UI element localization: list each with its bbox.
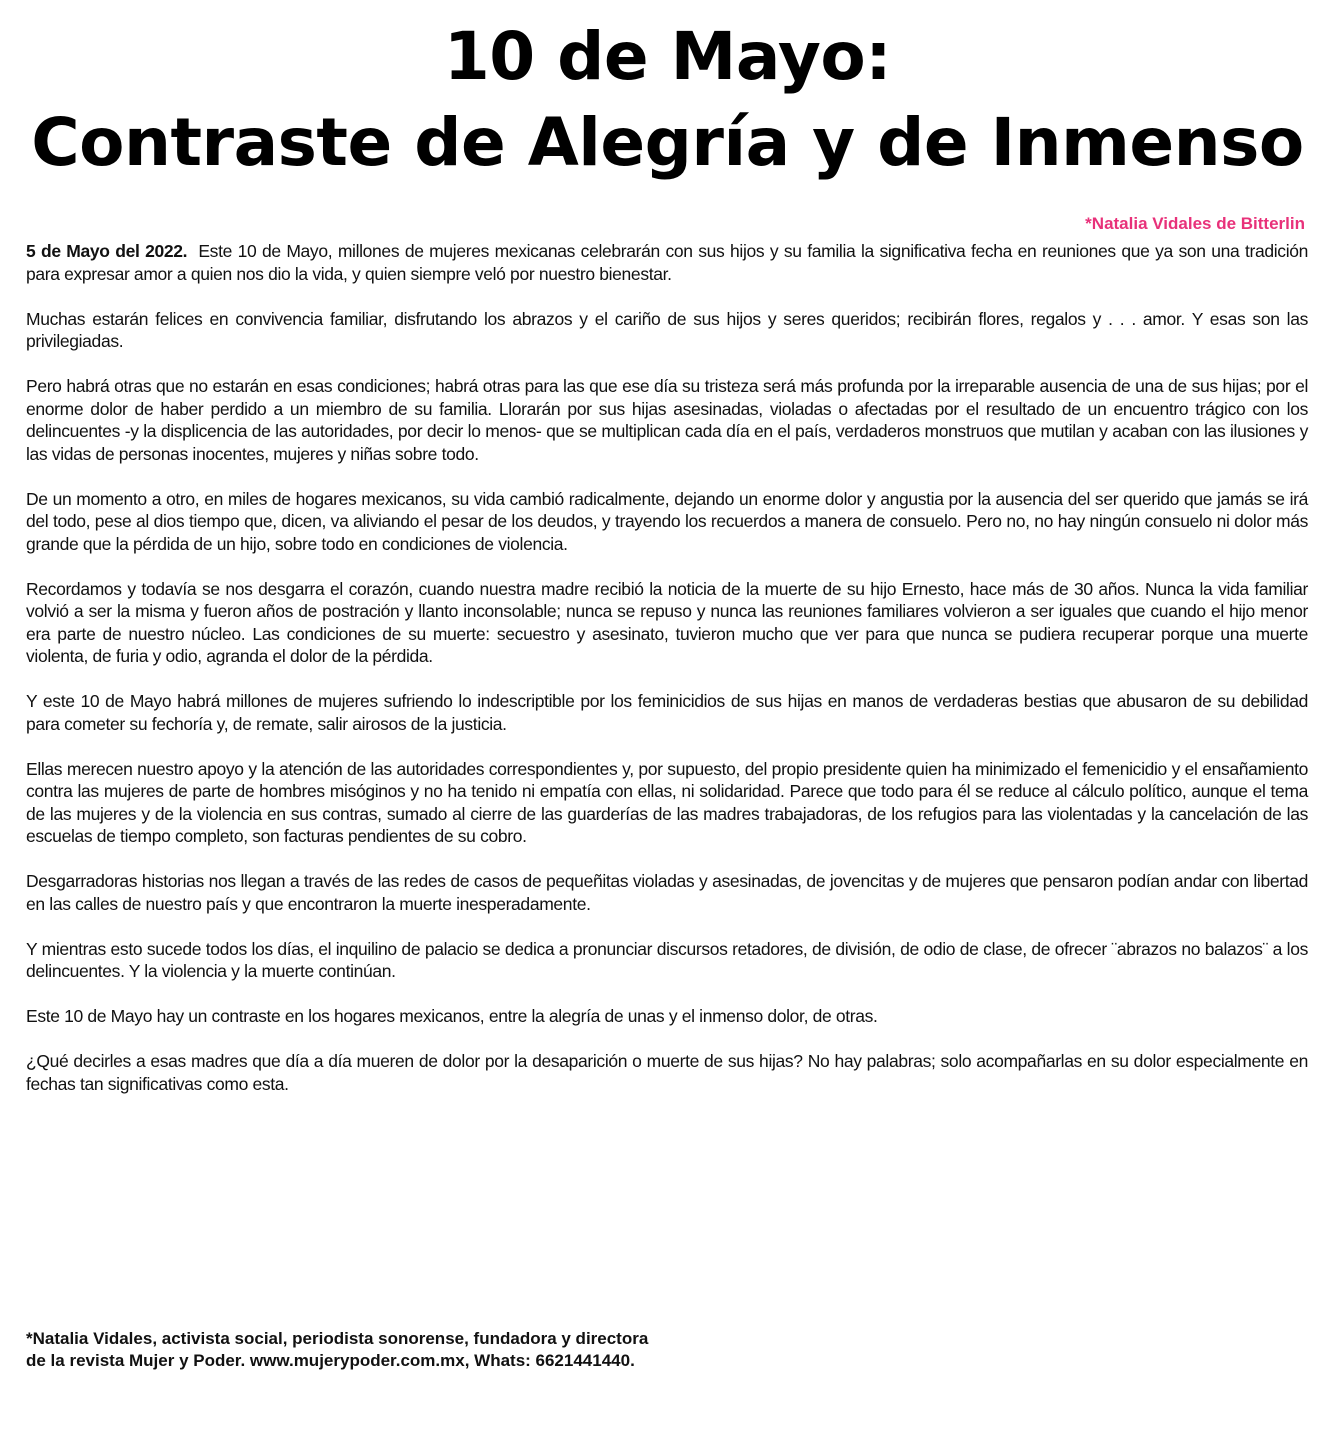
footnote-line-2: de la revista Mujer y Poder. www.mujerypoder.com.mx, Whats: 6621441440.	[26, 1351, 635, 1370]
date-lead: 5 de Mayo del 2022.	[26, 241, 188, 261]
paragraph-1	[26, 240, 1308, 285]
paragraph-7: Ellas merecen nuestro apoyo y la atención de las autoridades correspondientes y, por supuesto, del propio presidente quien ha minimizado el femenicidio y el ensañamiento contra las mujeres de parte de hombres misóginos y no ha tenido ni empatía con ellas, ni solidaridad. Parece que todo para él se reduce al cálculo político, aunque el tema de las mujeres y de la violencia en sus contras, sumado al cierre de las guarderías de las madres trabajadoras, de los refugios para las violentadas y la cancelación de las escuelas de tiempo completo, son facturas pendientes de su cobro.	[26, 758, 1308, 846]
paragraph-11: ¿Qué decirles a esas madres que día a día mueren de dolor por la desaparición o muerte de sus hijas? No hay palabras; solo acompañarlas en su dolor especialmente en fechas tan significativas como esta.	[26, 1051, 1308, 1094]
paragraph-4: De un momento a otro, en miles de hogares mexicanos, su vida cambió radicalmente, dejando un enorme dolor y angustia por la ausencia del ser querido que jamás se irá del todo, pese al dios tiempo que, dicen, va aliviando el pesar de los deudos, y trayendo los recuerdos a manera de consuelo. Pero no, no hay ningún consuelo ni dolor más grande que la pérdida de un hijo, sobre todo en condiciones de violencia.	[26, 488, 1308, 554]
paragraph-8: Desgarradoras historias nos llegan a través de las redes de casos de pequeñitas violadas y asesinadas, de jovencitas y de mujeres que pensaron podían andar con libertad en las calles de nuestro país y que encontraron la muerte inesperadamente.	[26, 871, 1308, 914]
paragraph-2: Muchas estarán felices en convivencia familiar, disfrutando los abrazos y el cariño de sus hijos y seres queridos; recibirán flores, regalos y . . . amor. Y esas son las privilegiadas.	[26, 308, 1308, 351]
paragraph-10: Este 10 de Mayo hay un contraste en los hogares mexicanos, entre la alegría de unas y el inmenso dolor, de otras.	[26, 1006, 878, 1026]
title-line-2: Contraste de Alegría y de Inmenso	[31, 104, 1304, 181]
article-title	[0, 14, 1335, 186]
paragraph-5: Recordamos y todavía se nos desgarra el corazón, cuando nuestra madre recibió la noticia de la muerte de su hijo Ernesto, hace más de 30 años. Nunca la vida familiar volvió a ser la misma y fueron años de postración y llanto inconsolable; nunca se repuso y nunca las reuniones familiares volvieron a ser iguales que cuando el hijo menor era parte de nuestro núcleo. Las condiciones de su muerte: secuestro y asesinato, tuvieron mucho que ver para que nunca se pudiera recuperar porque una muerte violenta, de furia y odio, agranda el dolor de la pérdida.	[26, 578, 1308, 666]
article-body	[26, 240, 1308, 1118]
author-footnote	[26, 1328, 786, 1372]
author-byline: *Natalia Vidales de Bitterlin	[1085, 214, 1305, 233]
paragraph-6: Y este 10 de Mayo habrá millones de mujeres sufriendo lo indescriptible por los feminicidios de sus hijas en manos de verdaderas bestias que abusaron de su debilidad para cometer su fechoría y, de remate, salir airosos de la justicia.	[26, 691, 1308, 734]
paragraph-text: Este 10 de Mayo, millones de mujeres mexicanas celebrarán con sus hijos y su familia la significativa fecha en reuniones que ya son una tradición para expresar amor a quien nos dio la vida, y quien siempre veló por nuestro bienestar.	[26, 241, 1309, 284]
paragraph-3: Pero habrá otras que no estarán en esas condiciones; habrá otras para las que ese día su tristeza será más profunda por la irreparable ausencia de una de sus hijas; por el enorme dolor de haber perdido a un miembro de su familia. Llorarán por sus hijas asesinadas, violadas o afectadas por el resultado de un encuentro trágico con los delincuentes -y la displicencia de las autoridades, por decir lo menos- que se multiplican cada día en el país, verdaderos monstruos que mutilan y acaban con las ilusiones y las vidas de personas inocentes, mujeres y niñas sobre todo.	[26, 376, 1308, 464]
title-line-1: 10 de Mayo:	[443, 18, 892, 95]
paragraph-9: Y mientras esto sucede todos los días, el inquilino de palacio se dedica a pronunciar discursos retadores, de división, de odio de clase, de ofrecer ¨abrazos no balazos¨ a los delincuentes. Y la violencia y la muerte continúan.	[26, 938, 1308, 981]
footnote-line-1: *Natalia Vidales, activista social, periodista sonorense, fundadora y directora	[26, 1329, 649, 1348]
